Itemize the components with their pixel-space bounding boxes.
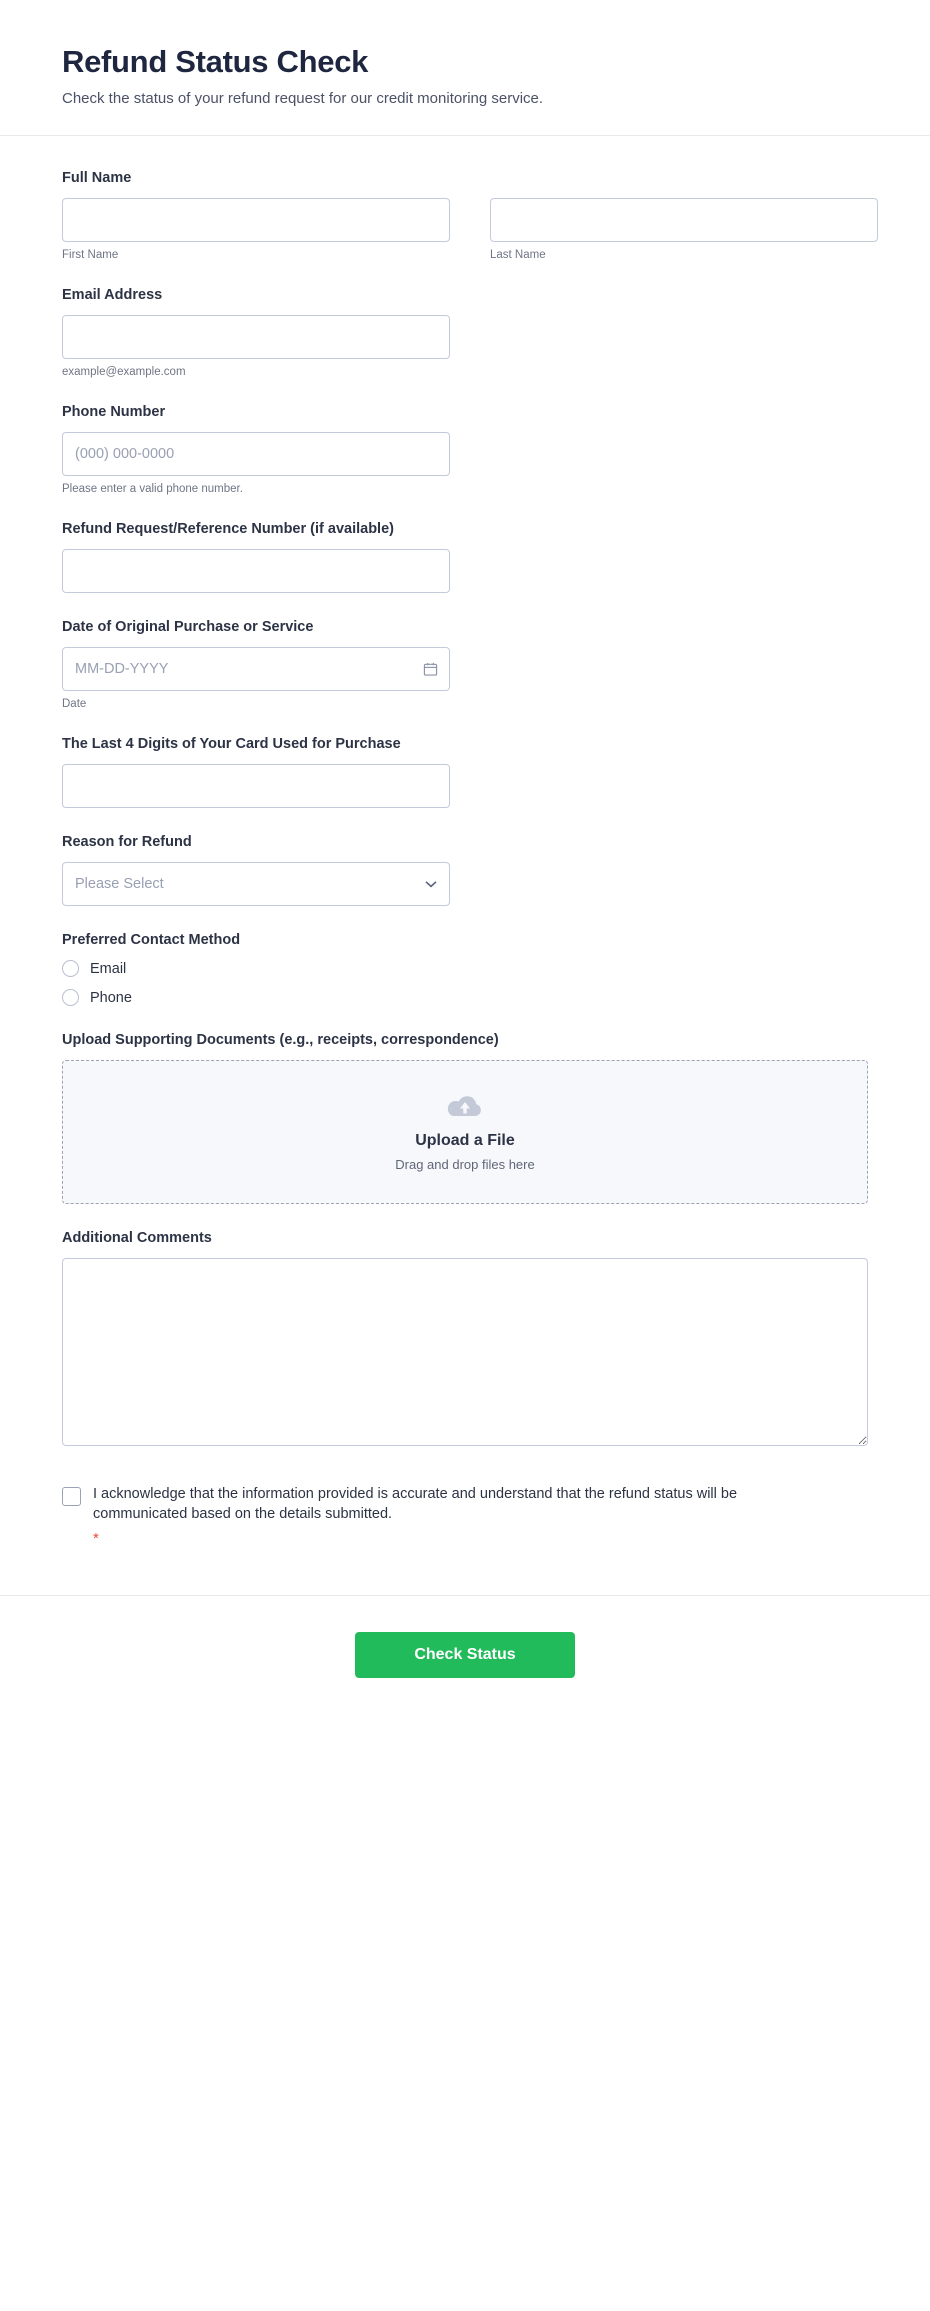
comments-textarea[interactable] — [62, 1258, 868, 1446]
page-title: Refund Status Check — [62, 44, 369, 79]
reason-select[interactable] — [62, 862, 450, 906]
phone-input[interactable] — [62, 432, 450, 476]
first-name-sublabel: First Name — [62, 249, 119, 261]
calendar-icon[interactable] — [423, 662, 438, 677]
purchase-date-wrapper — [62, 647, 450, 691]
upload-hint: Drag and drop files here — [395, 1156, 535, 1172]
first-name-column — [62, 198, 450, 261]
radio-circle-icon[interactable] — [62, 960, 79, 977]
card-digits-label: The Last 4 Digits of Your Card Used for Purchase — [62, 736, 401, 752]
acknowledgment-checkbox[interactable] — [62, 1487, 81, 1506]
field-contact-method — [62, 932, 868, 1006]
page-subtitle: Check the status of your refund request for our credit monitoring service. — [62, 90, 544, 107]
email-label: Email Address — [62, 287, 163, 303]
cloud-upload-icon — [445, 1093, 485, 1126]
field-phone — [62, 404, 868, 495]
form-footer — [0, 1595, 930, 1722]
form-header — [0, 0, 930, 136]
field-acknowledgment — [62, 1485, 868, 1547]
upload-button-title[interactable]: Upload a File — [415, 1131, 515, 1149]
purchase-date-sublabel: Date — [62, 698, 87, 710]
reason-select-wrapper — [62, 862, 450, 906]
email-input[interactable] — [62, 315, 450, 359]
radio-label-phone: Phone — [90, 989, 132, 1006]
form-body — [0, 136, 930, 1557]
last-name-column — [490, 198, 878, 261]
radio-circle-icon[interactable] — [62, 989, 79, 1006]
field-reference-number — [62, 521, 868, 593]
phone-sublabel: Please enter a valid phone number. — [62, 483, 243, 495]
upload-dropzone[interactable] — [62, 1060, 868, 1204]
radio-label-email: Email — [90, 960, 127, 977]
full-name-label: Full Name — [62, 170, 132, 186]
card-digits-input[interactable] — [62, 764, 450, 808]
field-full-name — [62, 170, 868, 261]
last-name-sublabel: Last Name — [490, 249, 546, 261]
field-upload — [62, 1032, 868, 1204]
reference-number-input[interactable] — [62, 549, 450, 593]
field-card-digits — [62, 736, 868, 808]
purchase-date-input[interactable] — [62, 647, 450, 691]
contact-method-label: Preferred Contact Method — [62, 932, 241, 948]
check-status-button[interactable]: Check Status — [355, 1632, 575, 1678]
acknowledgment-text: I acknowledge that the information provided is accurate and understand that the refund status will be communicated based on the details submitted. — [93, 1486, 738, 1522]
full-name-row — [62, 198, 868, 261]
field-purchase-date — [62, 619, 868, 710]
purchase-date-label: Date of Original Purchase or Service — [62, 619, 314, 635]
reference-number-label: Refund Request/Reference Number (if available) — [62, 521, 394, 537]
acknowledgment-row[interactable] — [62, 1485, 868, 1524]
radio-option-email[interactable] — [62, 960, 868, 977]
first-name-input[interactable] — [62, 198, 450, 242]
email-sublabel: example@example.com — [62, 366, 186, 378]
comments-label: Additional Comments — [62, 1230, 212, 1246]
field-comments — [62, 1230, 868, 1451]
reason-label: Reason for Refund — [62, 834, 192, 850]
last-name-input[interactable] — [490, 198, 878, 242]
field-email — [62, 287, 868, 378]
field-reason — [62, 834, 868, 906]
required-marker: * — [93, 1530, 99, 1548]
phone-label: Phone Number — [62, 404, 166, 420]
radio-option-phone[interactable] — [62, 989, 868, 1006]
upload-label: Upload Supporting Documents (e.g., receipts, correspondence) — [62, 1032, 499, 1048]
